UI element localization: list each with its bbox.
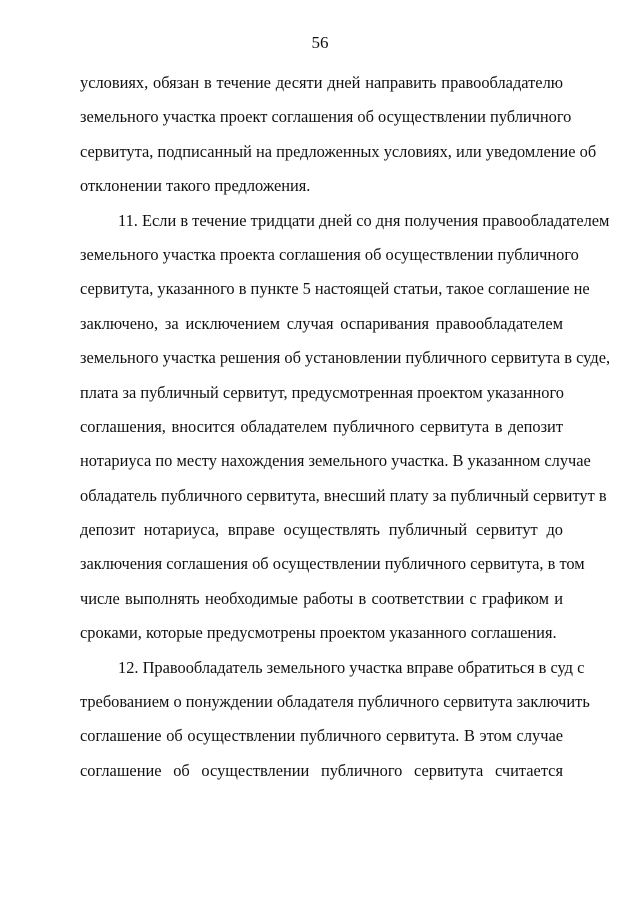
text-line: числе выполнять необходимые работы в соответствии с графиком и	[80, 588, 563, 608]
text-line: плата за публичный сервитут, предусмотренная проектом указанного	[80, 382, 564, 402]
text-line: условиях, обязан в течение десяти дней направить правообладателю	[80, 73, 563, 92]
text-line: земельного участка решения об установлении публичного сервитута в суде,	[80, 348, 611, 368]
document-body	[80, 66, 611, 788]
text-line: земельного участка проекта соглашения об осуществлении публичного	[80, 244, 579, 264]
text-line: 11. Если в течение тридцати дней со дня получения правообладателем	[118, 210, 610, 230]
paragraph-item-12	[80, 651, 590, 789]
paragraph-item-11	[80, 204, 611, 651]
text-line: требованием о понуждении обладателя публичного сервитута заключить	[80, 692, 590, 712]
text-line: соглашение об осуществлении публичного сервитута считается	[80, 760, 563, 780]
text-line: соглашения, вносится обладателем публичного сервитута в депозит	[80, 416, 563, 436]
text-line: 12. Правообладатель земельного участка вправе обратиться в суд с	[118, 657, 585, 677]
text-line: сроками, которые предусмотрены проектом указанного соглашения.	[80, 623, 557, 643]
text-line: обладатель публичного сервитута, внесший плату за публичный сервитут в	[80, 485, 607, 505]
text-line: сервитута, указанного в пункте 5 настоящей статьи, такое соглашение не	[80, 279, 590, 299]
text-line: заключения соглашения об осуществлении публичного сервитута, в том	[80, 554, 585, 574]
text-line: нотариуса по месту нахождения земельного участка. В указанном случае	[80, 451, 591, 471]
text-line: сервитута, подписанный на предложенных условиях, или уведомление об	[80, 141, 597, 161]
text-line: депозит нотариуса, вправе осуществлять публичный сервитут до	[80, 520, 563, 540]
text-line: земельного участка проект соглашения об осуществлении публичного	[80, 107, 572, 127]
text-line: заключено, за исключением случая оспаривания правообладателем	[80, 313, 563, 333]
paragraph-continuation	[80, 66, 597, 204]
text-line: отклонении такого предложения.	[80, 176, 311, 196]
text-line: соглашение об осуществлении публичного сервитута. В этом случае	[80, 726, 563, 746]
page-number: 56	[311, 33, 329, 52]
